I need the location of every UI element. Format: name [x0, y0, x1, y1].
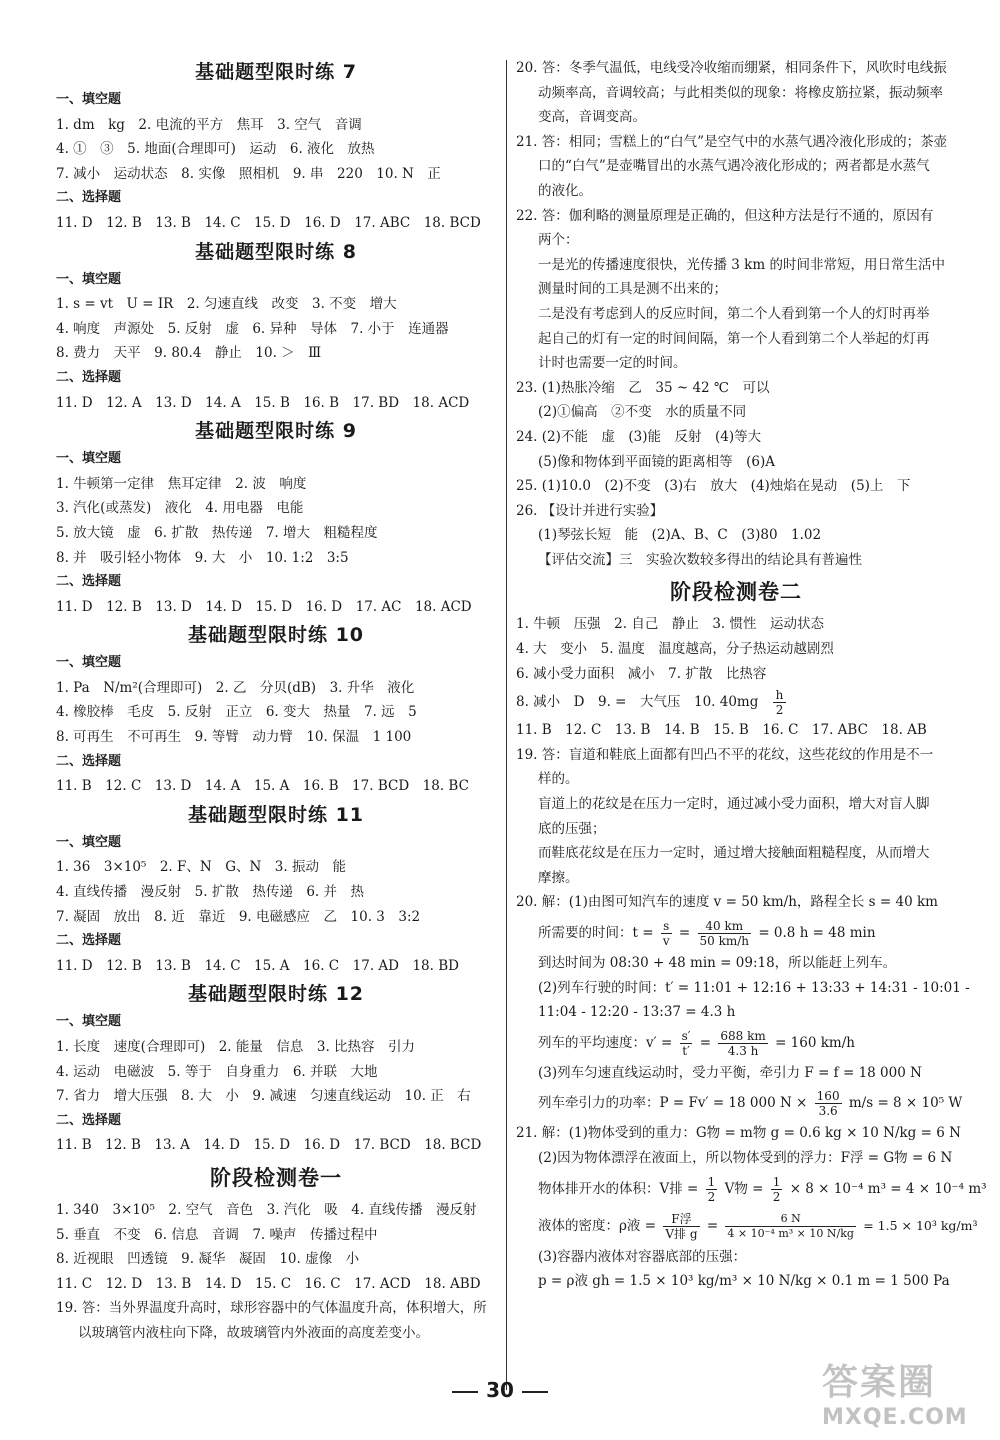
answer-line: 8. 可再生 不可再生 9. 等臂 动力臂 10. 保温 1 100	[56, 729, 412, 746]
answer-line: 1. 340 3×10⁵ 2. 空气 音色 3. 汽化 吸 4. 直线传播 漫反射	[56, 1201, 477, 1218]
answer-line: 19. 答：盲道和鞋底上面都有凹凸不平的花纹，这些花纹的作用是不一	[516, 746, 934, 763]
choice-header: 二、选择题	[56, 933, 122, 949]
answer-line: 动频率高，音调较高；与此相类似的现象：将橡皮筋拉紧，振动频率	[538, 84, 943, 101]
answer-line: 8. 费力 天平 9. 80.4 静止 10. ＞ Ⅲ	[56, 345, 322, 362]
answer-line: 样的。	[538, 771, 579, 788]
answer-line: 摩擦。	[538, 869, 579, 886]
fraction-numerator: 6 N	[725, 1212, 856, 1227]
fraction-numerator: s′	[681, 1028, 691, 1043]
fraction-denominator: 2	[707, 1189, 716, 1204]
answer-line: 一是光的传播速度很快，光传播 3 km 的时间非常短，用日常生活中	[538, 256, 945, 273]
answer-line: (2)①偏高 ②不变 水的质量不同	[538, 404, 747, 421]
answer-line: 4. 响度 声源处 5. 反射 虚 6. 异种 导体 7. 小于 连通器	[56, 320, 449, 337]
fraction-denominator: 2	[772, 1189, 781, 1204]
page-number-dash	[522, 1391, 548, 1393]
fill-header: 一、填空题	[56, 1014, 122, 1030]
answer-text: = 1.5 × 10³ kg/m³	[863, 1217, 978, 1233]
fraction	[661, 919, 672, 948]
answer-line: 两个：	[538, 232, 579, 249]
answer-text: 列车牵引力的功率：P = Fv′ = 18 000 N ×	[538, 1095, 808, 1112]
section-practice-11	[56, 799, 496, 979]
answer-line: 的液化。	[538, 182, 592, 199]
choice-answers: 11. B 12. B 13. A 14. D 15. D 16. D 17. BCD 18. BCD	[56, 1137, 482, 1154]
answer-line: 1. 长度 速度(合理即可) 2. 能量 信息 3. 比热容 引力	[56, 1039, 416, 1055]
answer-text: 液体的密度：ρ液 =	[538, 1217, 657, 1234]
answer-line: 计时也需要一定的时间。	[538, 355, 687, 372]
fraction-numerator: h	[773, 688, 787, 703]
fraction-denominator: v	[662, 934, 670, 948]
answer-text: 所需要的时间：t =	[538, 925, 654, 941]
answer-line: 8. 并 吸引轻小物体 9. 大 小 10. 1:2 3:5	[56, 549, 349, 566]
fraction-denominator: 4.3 h	[727, 1043, 759, 1058]
answer-line: 7. 减小 运动状态 8. 实像 照相机 9. 串 220 10. N 正	[56, 165, 441, 182]
section-stage-test-1	[56, 1158, 496, 1346]
answer-line: 1. 牛顿第一定律 焦耳定律 2. 波 响度	[56, 475, 307, 492]
fraction-numerator: 1	[707, 1174, 716, 1189]
answer-text: 8. 减小 D 9. = 大气压 10. 40mg	[516, 694, 759, 711]
fraction-denominator: 4 × 10⁻⁴ m³ × 10 N/kg	[727, 1226, 854, 1240]
section-title: 基础题型限时练 10	[187, 624, 365, 647]
choice-header: 二、选择题	[56, 574, 122, 590]
fill-header: 一、填空题	[56, 451, 122, 467]
answer-line: 测量时间的工具是测不出来的；	[538, 281, 727, 298]
answer-line: 23. (1)热胀冷缩 乙 35 ~ 42 ℃ 可以	[516, 379, 770, 396]
fraction-denominator: V排 g	[665, 1226, 698, 1241]
answer-line: (2)列车行驶的时间：t′ = 11:01 + 12:16 + 13:33 + 14:31 - 10:01 -	[538, 979, 970, 996]
choice-answers: 11. D 12. B 13. B 14. C 15. A 16. C 17. AD 18. BD	[56, 957, 459, 974]
section-title: 基础题型限时练 9	[195, 420, 357, 443]
section-practice-12	[56, 978, 496, 1158]
answer-line: 4. 大 变小 5. 温度 温度越高，分子热运动越剧烈	[516, 641, 834, 658]
fraction	[706, 1175, 718, 1204]
answer-line: 1. 36 3×10⁵ 2. F、N G、N 3. 振动 能	[56, 859, 346, 876]
answer-line: 以玻璃管内液柱向下降，故玻璃管内外液面的高度差变小。	[78, 1324, 429, 1341]
answer-line: 26. 【设计并进行实验】	[516, 502, 664, 519]
answer-line: 25. (1)10.0 (2)不变 (3)右 放大 (4)烛焰在晃动 (5)上 下	[516, 478, 911, 495]
answer-line: (1)琴弦长短 能 (2)A、B、C (3)80 1.02	[538, 527, 822, 544]
answer-line-with-fraction	[516, 1025, 956, 1061]
fraction-numerator: 688 km	[720, 1028, 766, 1043]
answer-line: 11:04 - 12:20 - 13:37 = 4.3 h	[538, 1004, 736, 1021]
section-title: 基础题型限时练 7	[195, 61, 357, 83]
answer-text: V物 =	[724, 1180, 764, 1197]
choice-header: 二、选择题	[56, 1112, 122, 1128]
column-divider	[506, 60, 507, 1390]
section-title: 阶段检测卷一	[210, 1165, 342, 1190]
fill-header: 一、填空题	[56, 271, 122, 287]
answer-line: 21. 解：(1)物体受到的重力：G物 = m物 g = 0.6 kg × 10 N/kg = 6 N	[516, 1125, 961, 1142]
fraction	[771, 1175, 783, 1204]
section-practice-7	[56, 56, 496, 236]
answer-line: p = ρ液 gh = 1.5 × 10³ kg/m³ × 10 N/kg × 0.1 m = 1 500 Pa	[538, 1273, 950, 1290]
answer-line: (3)列车匀速直线运动时，受力平衡，牵引力 F = f = 18 000 N	[538, 1064, 922, 1081]
choice-answers: 11. B 12. C 13. D 14. A 15. A 16. B 17. BCD 18. BC	[56, 778, 469, 795]
section-title: 基础题型限时练 12	[187, 983, 365, 1006]
fill-header: 一、填空题	[56, 655, 122, 671]
fraction	[680, 1029, 693, 1058]
fill-header: 一、填空题	[56, 834, 122, 850]
answer-line: 19. 答：当外界温度升高时，球形容器中的气体温度升高，体积增大，所	[56, 1300, 487, 1317]
answer-line: 4. 运动 电磁波 5. 等于 自身重力 6. 并联 大地	[56, 1063, 378, 1080]
answer-line: 3. 汽化(或蒸发) 液化 4. 用电器 电能	[56, 500, 304, 517]
choice-answers: 11. D 12. A 13. D 14. A 15. B 16. B 17. BD 18. ACD	[56, 394, 470, 411]
answer-line: 1. Pa N/m²(合理即可) 2. 乙 分贝(dB) 3. 升华 液化	[56, 679, 415, 696]
answer-line-with-fraction	[516, 1207, 978, 1245]
choice-header: 二、选择题	[56, 753, 122, 769]
answer-line: 变高，音调变高。	[538, 109, 646, 126]
answer-line-with-fraction	[516, 915, 956, 951]
fraction-denominator: 3.6	[818, 1104, 838, 1119]
answer-line: 口的“白气”是壶嘴冒出的水蒸气遇冷液化形成的；两者都是水蒸气	[538, 158, 930, 175]
answer-line: 20. 答：冬季气温低，电线受冷收缩而绷紧，相同条件下，风吹时电线振	[516, 60, 947, 76]
fraction	[725, 1212, 856, 1241]
watermark	[822, 1354, 982, 1432]
fraction	[815, 1089, 842, 1118]
answer-line: 7. 省力 增大压强 8. 大 小 9. 减速 匀速直线运动 10. 正 右	[56, 1088, 471, 1105]
fraction-denominator: t′	[682, 1043, 690, 1058]
fraction-denominator: 2	[775, 703, 784, 718]
answer-line: 8. 近视眼 凹透镜 9. 凝华 凝固 10. 虚像 小	[56, 1251, 360, 1268]
choice-answers: 11. D 12. B 13. B 14. C 15. D 16. D 17. ABC 18. BCD	[56, 214, 481, 231]
answer-line: 5. 垂直 不变 6. 信息 音调 7. 噪声 传播过程中	[56, 1226, 378, 1243]
answer-text: =	[678, 925, 691, 941]
watermark-logo: 答案圈	[822, 1362, 937, 1403]
answer-line: 21. 答：相同；雪糕上的“白气”是空气中的水蒸气遇冷液化形成的；茶壶	[516, 133, 948, 150]
fraction-denominator: 50 km/h	[699, 934, 750, 948]
page-number-dash	[452, 1391, 478, 1393]
fill-header: 一、填空题	[56, 92, 122, 107]
answer-line: 4. 直线传播 漫反射 5. 扩散 热传递 6. 并 热	[56, 884, 365, 901]
section-practice-9	[56, 415, 496, 619]
section-practice-8	[56, 236, 496, 416]
answer-text: × 8 × 10⁻⁴ m³ = 4 × 10⁻⁴ m³	[789, 1180, 987, 1197]
answer-text: m/s = 8 × 10⁵ W	[848, 1095, 963, 1112]
answer-line-with-fraction	[516, 1171, 987, 1207]
section-title: 基础题型限时练 8	[195, 240, 357, 263]
answer-line: 1. s = vt U = IR 2. 匀速直线 改变 3. 不变 增大	[56, 296, 397, 313]
page-number-text: 30	[486, 1378, 514, 1402]
fraction-numerator: F浮	[663, 1212, 699, 1227]
section-title: 基础题型限时练 11	[187, 803, 365, 826]
answer-text: 物体排开水的体积：V排 =	[538, 1180, 699, 1197]
answer-text: = 0.8 h = 48 min	[758, 925, 876, 941]
answer-line: 11. C 12. D 13. B 14. D 15. C 16. C 17. ACD 18. ABD	[56, 1275, 481, 1292]
answer-text: = 160 km/h	[775, 1034, 855, 1051]
answer-line: 盲道上的花纹是在压力一定时，通过减小受力面积，增大对盲人脚	[538, 796, 930, 813]
watermark-url: MXQE.COM	[822, 1405, 968, 1430]
answer-line: (2)因为物体漂浮在液面上，所以物体受到的浮力：F浮 = G物 = 6 N	[538, 1149, 953, 1166]
answer-line: 1. 牛顿 压强 2. 自己 静止 3. 惯性 运动状态	[516, 616, 825, 633]
answer-line: 起自己的灯有一定的时间间隔，第一个人看到第二个人举起的灯再	[538, 330, 930, 347]
fraction-numerator: 160	[816, 1089, 840, 1104]
section-title: 阶段检测卷二	[670, 580, 802, 605]
fraction	[718, 1029, 767, 1058]
answer-line: 【评估交流】三 实验次数较多得出的结论具有普遍性	[538, 551, 862, 568]
answer-line: 7. 凝固 放出 8. 近 靠近 9. 电磁感应 乙 10. 3 3:2	[56, 908, 421, 925]
answer-line: (5)像和物体到平面镜的距离相等 (6)A	[538, 453, 775, 470]
answer-line: 到达时间为 08:30 + 48 min = 09:18，所以能赶上列车。	[538, 955, 897, 971]
fraction-numerator: 1	[772, 1174, 781, 1189]
left-column	[56, 56, 496, 1346]
answer-line-with-fraction	[516, 686, 956, 718]
choice-answers: 11. B 12. C 13. B 14. B 15. B 16. C 17. ABC 18. AB	[516, 722, 927, 739]
choice-answers: 11. D 12. B 13. D 14. D 15. D 16. D 17. AC 18. ACD	[56, 598, 472, 615]
answer-line: 5. 放大镜 虚 6. 扩散 热传递 7. 增大 粗糙程度	[56, 524, 378, 541]
right-column	[516, 56, 987, 1294]
answer-line: 20. 解：(1)由图可知汽车的速度 v = 50 km/h，路程全长 s = 40 km	[516, 894, 938, 911]
answer-line: 22. 答：伽利略的测量原理是正确的，但这种方法是行不通的，原因有	[516, 207, 934, 224]
choice-header: 二、选择题	[56, 190, 122, 206]
answer-line: 1. dm kg 2. 电流的平方 焦耳 3. 空气 音调	[56, 116, 362, 133]
answer-line: 而鞋底花纹是在压力一定时，通过增大接触面粗糙程度，从而增大	[538, 845, 930, 862]
answer-line: 6. 减小受力面积 减小 7. 扩散 比热容	[516, 665, 767, 682]
answer-line: 二是没有考虑到人的反应时间，第二个人看到第一个人的灯时再举	[538, 305, 930, 322]
answer-text: 列车的平均速度：v′ =	[538, 1034, 673, 1051]
answer-text: =	[699, 1034, 712, 1051]
answer-line: 底的压强；	[538, 820, 606, 837]
answer-line-with-fraction	[516, 1085, 963, 1121]
fraction-numerator: s	[661, 919, 672, 934]
fraction	[663, 1212, 699, 1241]
answer-line: 4. 橡胶棒 毛皮 5. 反射 正立 6. 变大 热量 7. 远 5	[56, 704, 417, 721]
choice-header: 二、选择题	[56, 369, 122, 385]
section-practice-10	[56, 619, 496, 799]
fraction	[773, 688, 787, 717]
fraction	[698, 919, 752, 948]
fraction-numerator: 40 km	[698, 919, 752, 934]
answer-line: 4. ① ③ 5. 地面(合理即可) 运动 6. 液化 放热	[56, 141, 375, 158]
answer-text: =	[706, 1217, 719, 1234]
answer-line: (3)容器内液体对容器底部的压强：	[538, 1248, 747, 1265]
answer-line: 24. (2)不能 虚 (3)能 反射 (4)等大	[516, 428, 762, 445]
